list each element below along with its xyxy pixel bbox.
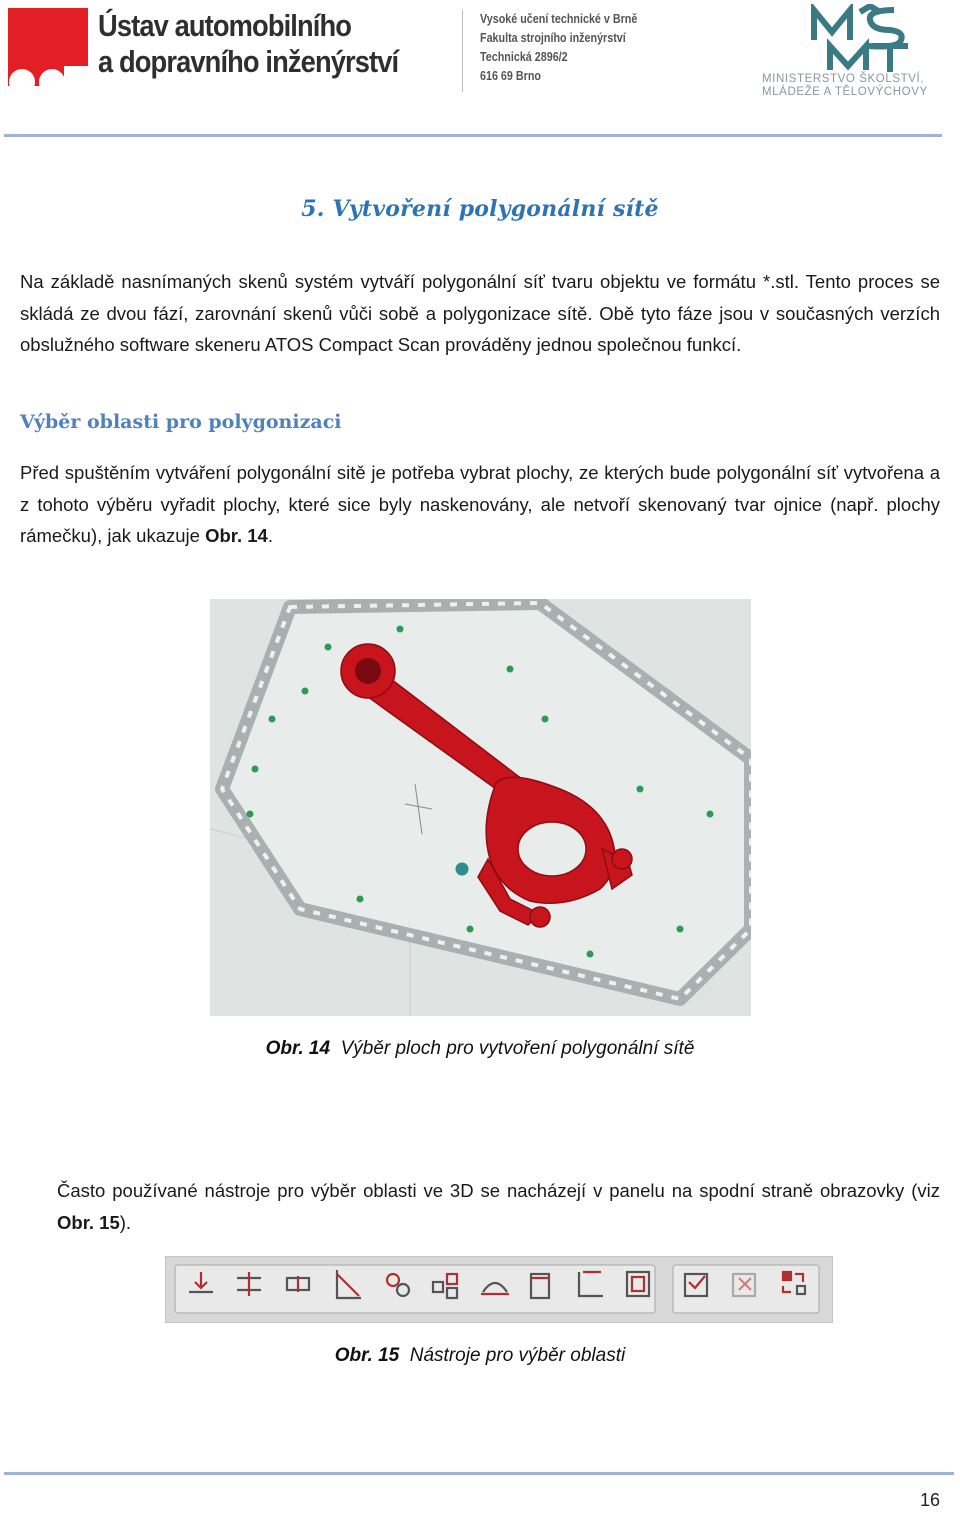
intro-paragraph: Na základě nasnímaných skenů systém vytváří polygonální síť tvaru objektu ve formátu *.stl. Tento proces se skládá ze dvou fází, zarovnání skenů vůči sobě a polygonizace sítě. Obě tyto fáze jsou v současných verzích obslužného software skeneru ATOS Compact Scan prováděny jednou společnou funkcí. [20, 271, 940, 355]
figure-15-caption [0, 1345, 960, 1367]
ministry-logo-icon [808, 4, 912, 74]
figure-reference: Obr. 14 [205, 525, 268, 546]
institute-name-line1: Ústav automobilního [98, 8, 352, 43]
selection-toolbar [165, 1256, 833, 1323]
tools-paragraph-text: Často používané nástroje pro výběr oblasti ve 3D se nacházejí v panelu na spodní straně obrazovky (viz [57, 1180, 940, 1201]
address-line: 616 69 Brno [480, 69, 541, 83]
selection-paragraph [20, 457, 940, 552]
ministry-name-line2: MLÁDEŽE A TĚLOVÝCHOVY [762, 86, 928, 98]
figure-15-label: Obr. 15 [334, 1345, 400, 1366]
big-end-bore [518, 822, 586, 876]
address-line: Fakulta strojního inženýrství [480, 31, 626, 45]
institute-logo-icon [8, 8, 88, 86]
institute-name [98, 8, 398, 80]
tools-paragraph [57, 1175, 940, 1238]
punctuation: ). [119, 1211, 132, 1233]
figure-15-caption-text: Nástroje pro výběr oblasti [409, 1345, 626, 1366]
address-line: Technická 2896/2 [480, 50, 568, 64]
figure-14-caption-text: Výběr ploch pro vytvoření polygonální sítě [340, 1038, 695, 1059]
institute-address [480, 10, 637, 86]
scan-selection-figure [210, 599, 751, 1016]
figure-reference: Obr. 15 [57, 1211, 120, 1233]
page-number: 16 [919, 1490, 940, 1510]
selection-paragraph-text: Před spuštěním vytváření polygonální sitě je potřeba vybrat plochy, ze kterých bude polygonální síť vytvořena a z tohoto výběru vyřadit plochy, které sice byly naskenovány, ale netvoří skenovaný tvar ojnice (např. plochy rámečku), jak ukazuje [20, 462, 940, 546]
header-rule [4, 134, 942, 137]
figure-14-label: Obr. 14 [265, 1038, 331, 1059]
header-divider [462, 10, 463, 92]
subheading: Výběr oblasti pro polygonizaci [20, 411, 342, 433]
ministry-name-line1: MINISTERSTVO ŠKOLSTVÍ, [762, 73, 925, 85]
punctuation: . [267, 525, 273, 546]
address-line: Vysoké učení technické v Brně [480, 12, 638, 26]
small-end-bore [355, 658, 381, 684]
section-title: 5. Vytvoření polygonální sítě [301, 196, 659, 222]
footer-rule [4, 1472, 954, 1475]
institute-name-line2: a dopravního inženýrství [98, 44, 399, 79]
ministry-name [762, 73, 958, 99]
figure-14-caption [0, 1038, 960, 1060]
